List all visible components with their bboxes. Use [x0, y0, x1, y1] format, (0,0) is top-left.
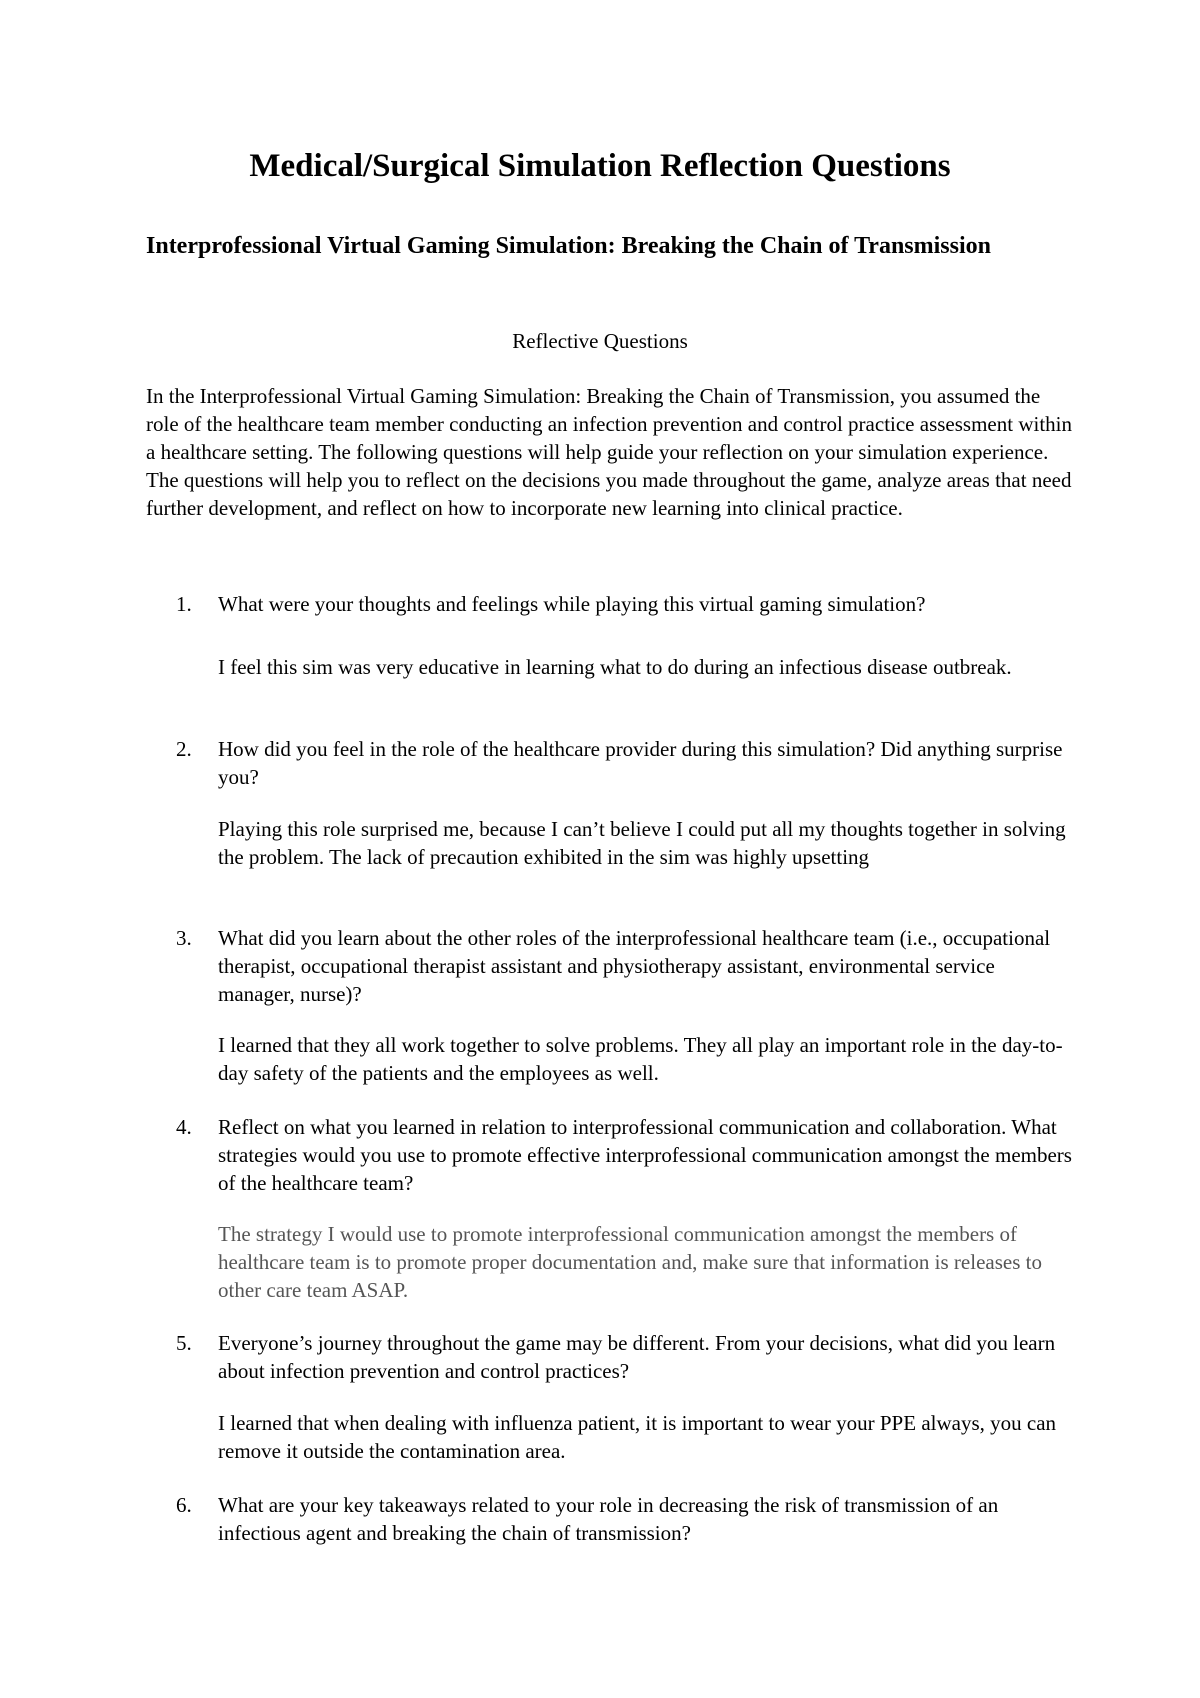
document-subtitle: Interprofessional Virtual Gaming Simulation: Breaking the Chain of Transmission [146, 233, 992, 259]
intro-paragraph: In the Interprofessional Virtual Gaming Simulation: Breaking the Chain of Transmission, you assumed the role of the healthcare team member conducting an infection prevention and control practice assessment within a healthcare setting. The following questions will help guide your reflection on your simulation experience. The questions will help you to reflect on the decisions you made throughout the game, analyze areas that need further development, and reflect on how to incorporate new learning into clinical practice. [146, 384, 1072, 520]
question-number: 1. [176, 592, 192, 616]
question-number: 2. [176, 737, 192, 761]
question-text: How did you feel in the role of the healthcare provider during this simulation? Did anything surprise you? [218, 737, 1063, 789]
question-number: 3. [176, 926, 192, 950]
answer-text: Playing this role surprised me, because I can’t believe I could put all my thoughts together in solving the problem. The lack of precaution exhibited in the sim was highly upsetting [218, 817, 1066, 869]
answer-text: I feel this sim was very educative in learning what to do during an infectious disease outbreak. [218, 655, 1012, 679]
question-number: 4. [176, 1115, 192, 1139]
question-number: 5. [176, 1331, 192, 1355]
question-text: What did you learn about the other roles of the interprofessional healthcare team (i.e., occupational therapist, occupational therapist assistant and physiotherapy assistant, environmental service manager, nurse)? [218, 926, 1051, 1006]
answer-text: I learned that they all work together to solve problems. They all play an important role in the day-to-day safety of the patients and the employees as well. [218, 1033, 1063, 1085]
question-text: What were your thoughts and feelings while playing this virtual gaming simulation? [218, 592, 926, 616]
question-number: 6. [176, 1493, 192, 1517]
answer-text: The strategy I would use to promote interprofessional communication amongst the members of healthcare team is to promote proper documentation and, make sure that information is releases to other care team ASAP. [218, 1222, 1042, 1302]
page-title: Medical/Surgical Simulation Reflection Questions [249, 148, 951, 184]
question-text: Reflect on what you learned in relation to interprofessional communication and collaboration. What strategies would you use to promote effective interprofessional communication amongst the members of the healthcare team? [218, 1115, 1072, 1195]
answer-text: I learned that when dealing with influenza patient, it is important to wear your PPE always, you can remove it outside the contamination area. [218, 1411, 1057, 1463]
section-heading: Reflective Questions [512, 329, 688, 353]
question-text: What are your key takeaways related to your role in decreasing the risk of transmission of an infectious agent and breaking the chain of transmission? [218, 1493, 999, 1545]
question-text: Everyone’s journey throughout the game may be different. From your decisions, what did you learn about infection prevention and control practices? [218, 1331, 1056, 1383]
